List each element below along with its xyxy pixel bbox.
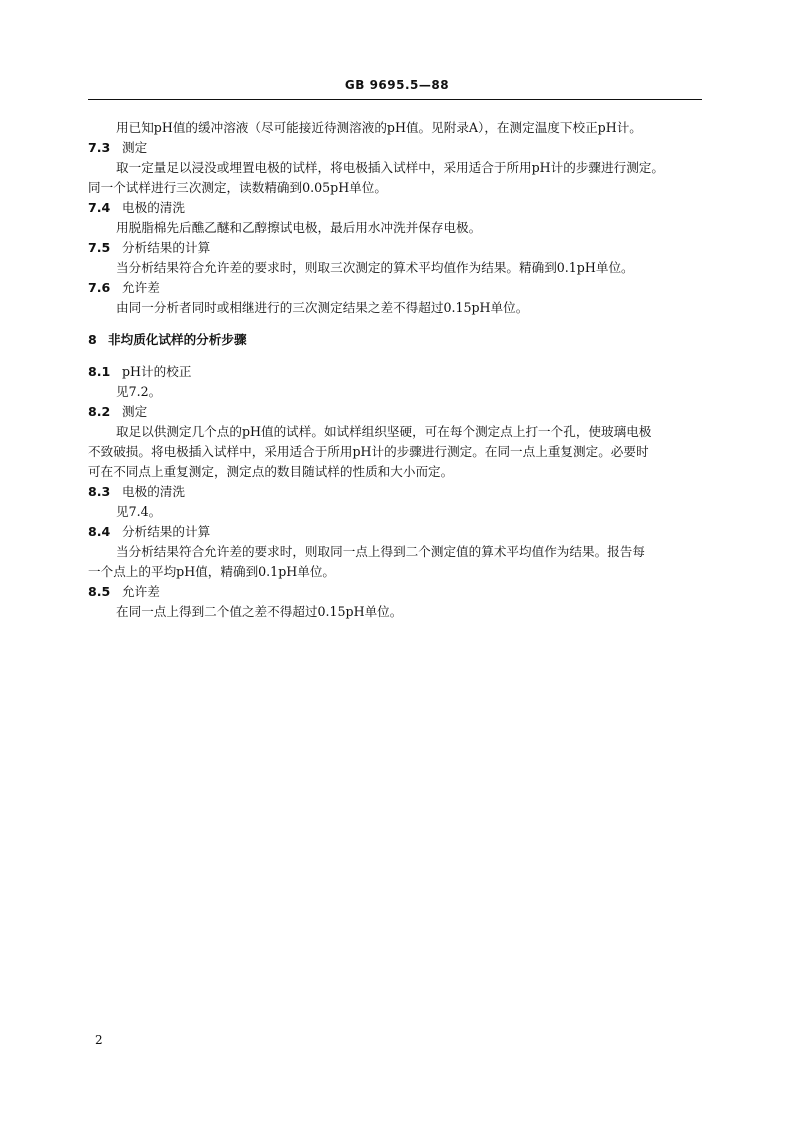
paragraph-line: 见7.4。 [116,504,162,519]
clause-number: 8.2 [88,404,111,419]
document-number: GB 9695.5—88 [344,78,450,92]
clause-title: 分析结果的计算 [122,240,211,255]
section-heading-8 [88,330,704,350]
paragraph-line: 可在不同点上重复测定，测定点的数目随试样的性质和大小而定。 [88,464,454,479]
clause-number: 8.4 [88,524,111,539]
paragraph-line: 当分析结果符合允许差的要求时，则取同一点上得到二个测定值的算术平均值作为结果。报告每 [116,544,645,559]
clause-number: 7.5 [88,240,111,255]
clause-number: 7.4 [88,200,111,215]
clause-heading-8-1 [88,362,704,382]
clause-number: 8.3 [88,484,111,499]
clause-title: 测定 [122,140,148,155]
clause-title: 测定 [122,404,148,419]
clause-heading-7-6 [88,278,704,298]
header-rule [88,99,702,100]
page-number: 2 [95,1033,103,1047]
clause-title: 允许差 [122,280,160,295]
paragraph-line: 用脱脂棉先后醮乙醚和乙醇擦试电极，最后用水冲洗并保存电极。 [116,220,482,235]
clause-heading-7-5 [88,238,704,258]
clause-heading-7-3 [88,138,704,158]
clause-number: 7.3 [88,140,111,155]
paragraph-line: 取足以供测定几个点的pH值的试样。如试样组织坚硬，可在每个测定点上打一个孔，使玻璃电极 [116,424,652,439]
clause-title: 允许差 [122,584,160,599]
paragraph-line: 同一个试样进行三次测定，读数精确到0.05pH单位。 [88,180,387,195]
paragraph-line: 见7.2。 [116,384,162,399]
paragraph-line: 取一定量足以浸没或埋置电极的试样，将电极插入试样中，采用适合于所用pH计的步骤进行测定。 [116,160,664,175]
clause-title: 电极的清洗 [122,200,185,215]
clause-title: 分析结果的计算 [122,524,211,539]
section-title: 非均质化试样的分析步骤 [108,332,247,347]
paragraph-line: 不致破损。将电极插入试样中，采用适合于所用pH计的步骤进行测定。在同一点上重复测定。必要时 [88,444,649,459]
clause-title: 电极的清洗 [122,484,185,499]
clause-heading-8-2 [88,402,704,422]
clause-title: pH计的校正 [122,364,192,379]
paragraph-line: 用已知pH值的缓冲溶液（尽可能接近待测溶液的pH值。见附录A），在测定温度下校正pH计。 [116,120,642,135]
clause-heading-8-4 [88,522,704,542]
paragraph-line: 当分析结果符合允许差的要求时，则取三次测定的算术平均值作为结果。精确到0.1pH单位。 [116,260,634,275]
clause-number: 8.5 [88,584,111,599]
paragraph-line: 由同一分析者同时或相继进行的三次测定结果之差不得超过0.15pH单位。 [116,300,529,315]
clause-heading-8-5 [88,582,704,602]
paragraph-line: 在同一点上得到二个值之差不得超过0.15pH单位。 [116,604,403,619]
clause-number: 7.6 [88,280,111,295]
section-number: 8 [88,332,97,347]
clause-heading-7-4 [88,198,704,218]
clause-heading-8-3 [88,482,704,502]
paragraph-line: 一个点上的平均pH值，精确到0.1pH单位。 [88,564,336,579]
clause-number: 8.1 [88,364,111,379]
document-body [88,118,704,622]
